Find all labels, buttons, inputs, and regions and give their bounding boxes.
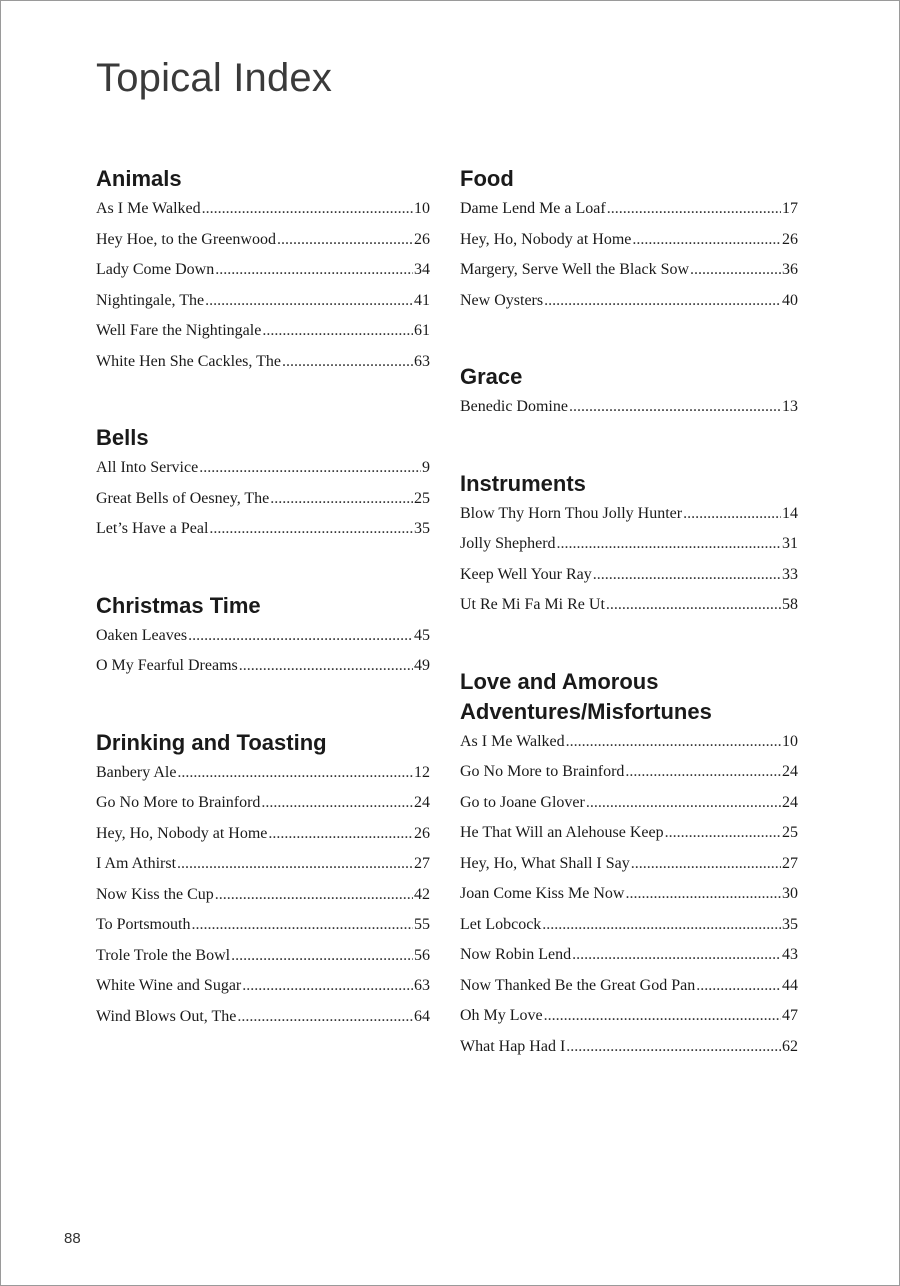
dot-leader xyxy=(205,286,413,317)
entry-page-number: 56 xyxy=(414,946,430,964)
dot-leader xyxy=(593,560,781,591)
entry-title: As I Me Walked xyxy=(460,732,565,750)
dot-leader xyxy=(239,651,413,682)
index-section-animals xyxy=(96,164,430,377)
entry-title: Hey, Ho, Nobody at Home xyxy=(460,230,632,248)
entry-page-number: 47 xyxy=(782,1007,798,1024)
entry-list xyxy=(96,453,430,545)
section-heading-line: Drinking and Toasting xyxy=(96,729,327,755)
entry-page-number: 63 xyxy=(414,352,430,370)
dot-leader xyxy=(188,621,413,652)
entry-page-number: 45 xyxy=(414,626,430,644)
index-entry xyxy=(460,910,798,941)
entry-page-number: 36 xyxy=(782,261,798,278)
dot-leader xyxy=(572,940,781,971)
entry-page-number: 26 xyxy=(414,230,430,248)
entry-title: Hey Hoe, to the Greenwood xyxy=(96,230,276,248)
dot-leader xyxy=(566,727,781,758)
index-section-instruments xyxy=(460,469,798,621)
entry-title: He That Will an Alehouse Keep xyxy=(460,824,664,841)
index-entry xyxy=(460,225,798,256)
index-entry xyxy=(460,194,798,225)
index-entry xyxy=(96,910,430,941)
entry-title: Dame Lend Me a Loaf xyxy=(460,200,606,217)
index-entry xyxy=(96,347,430,378)
entry-page-number: 64 xyxy=(414,1007,430,1025)
entry-title: Great Bells of Oesney, The xyxy=(96,489,270,507)
entry-page-number: 26 xyxy=(414,824,430,842)
index-entry xyxy=(96,255,430,286)
entry-page-number: 61 xyxy=(414,322,430,339)
dot-leader xyxy=(277,225,413,256)
index-entry xyxy=(96,788,430,819)
section-heading xyxy=(96,591,430,621)
index-entry xyxy=(96,941,430,972)
dot-leader xyxy=(544,1001,781,1032)
dot-leader xyxy=(696,971,781,1002)
entry-title: Well Fare the Nightingale xyxy=(96,322,262,339)
section-heading xyxy=(460,164,798,194)
entry-title: Banbery Ale xyxy=(96,763,177,781)
dot-leader xyxy=(607,194,781,225)
index-entry xyxy=(96,758,430,789)
index-entry xyxy=(96,849,430,880)
dot-leader xyxy=(215,880,413,911)
entry-title: Lady Come Down xyxy=(96,261,215,278)
entry-page-number: 31 xyxy=(782,535,798,552)
index-section-love-and-amorous-adventures-misfortunes xyxy=(460,667,798,1063)
index-entry xyxy=(96,316,430,347)
entry-title: Jolly Shepherd xyxy=(460,535,556,552)
entry-title: Now Kiss the Cup xyxy=(96,885,214,903)
section-heading-line: Love and Amorous xyxy=(460,668,659,694)
section-heading xyxy=(96,423,430,453)
entry-list xyxy=(460,499,798,621)
entry-page-number: 14 xyxy=(782,504,798,522)
index-entry xyxy=(96,1002,430,1033)
index-section-bells xyxy=(96,423,430,545)
entry-title: What Hap Had I xyxy=(460,1037,566,1055)
index-entry xyxy=(460,1032,798,1063)
entry-page-number: 49 xyxy=(414,657,430,674)
entry-page-number: 12 xyxy=(414,763,430,781)
entry-list xyxy=(96,194,430,377)
dot-leader xyxy=(209,514,413,545)
entry-title: Benedic Domine xyxy=(460,398,568,415)
dot-leader xyxy=(586,788,781,819)
dot-leader xyxy=(231,941,413,972)
dot-leader xyxy=(268,819,413,850)
entry-page-number: 43 xyxy=(782,946,798,963)
dot-leader xyxy=(261,788,413,819)
entry-title: I Am Athirst xyxy=(96,855,177,872)
section-heading xyxy=(460,667,798,727)
index-entry xyxy=(460,757,798,788)
entry-page-number: 35 xyxy=(782,915,798,933)
index-entry xyxy=(96,651,430,682)
index-entry xyxy=(460,727,798,758)
entry-page-number: 17 xyxy=(782,200,798,217)
dot-leader xyxy=(631,849,781,880)
dot-leader xyxy=(199,453,421,484)
dot-leader xyxy=(557,529,781,560)
dot-leader xyxy=(632,225,781,256)
index-section-christmas-time xyxy=(96,591,430,682)
entry-page-number: 44 xyxy=(782,976,798,994)
entry-page-number: 63 xyxy=(414,977,430,994)
section-heading-line: Bells xyxy=(96,425,149,450)
entry-page-number: 42 xyxy=(414,885,430,903)
entry-page-number: 9 xyxy=(422,459,430,476)
dot-leader xyxy=(177,758,413,789)
entry-title: White Wine and Sugar xyxy=(96,977,242,994)
entry-title: Now Thanked Be the Great God Pan xyxy=(460,976,696,994)
entry-title: Nightingale, The xyxy=(96,291,205,309)
dot-leader xyxy=(237,1002,413,1033)
entry-title: Go No More to Brainford xyxy=(96,794,261,811)
index-section-grace xyxy=(460,362,798,423)
entry-page-number: 27 xyxy=(414,855,430,872)
dot-leader xyxy=(569,392,781,423)
entry-page-number: 62 xyxy=(782,1037,798,1055)
entry-page-number: 40 xyxy=(782,291,798,309)
index-column-right xyxy=(460,164,798,1062)
entry-page-number: 24 xyxy=(414,794,430,811)
section-heading xyxy=(96,164,430,194)
entry-title: Blow Thy Horn Thou Jolly Hunter xyxy=(460,504,683,522)
entry-title: Margery, Serve Well the Black Sow xyxy=(460,261,690,278)
index-entry xyxy=(460,560,798,591)
entry-list xyxy=(460,194,798,316)
dot-leader xyxy=(202,194,413,225)
entry-title: Hey, Ho, What Shall I Say xyxy=(460,854,630,872)
entry-page-number: 41 xyxy=(414,291,430,309)
dot-leader xyxy=(683,499,781,530)
entry-page-number: 33 xyxy=(782,565,798,583)
entry-title: White Hen She Cackles, The xyxy=(96,352,281,370)
entry-title: Hey, Ho, Nobody at Home xyxy=(96,824,268,842)
index-entry xyxy=(96,880,430,911)
entry-page-number: 10 xyxy=(414,200,430,217)
index-entry xyxy=(96,484,430,515)
entry-page-number: 30 xyxy=(782,885,798,902)
section-heading xyxy=(460,469,798,499)
index-entry xyxy=(96,971,430,1002)
index-section-drinking-and-toasting xyxy=(96,728,430,1033)
entry-page-number: 13 xyxy=(782,398,798,415)
section-heading-line: Animals xyxy=(96,166,182,191)
section-heading-line: Food xyxy=(460,166,514,191)
entry-title: Keep Well Your Ray xyxy=(460,565,592,583)
entry-page-number: 35 xyxy=(414,520,430,537)
dot-leader xyxy=(177,849,413,880)
page-title: Topical Index xyxy=(96,56,333,100)
entry-page-number: 24 xyxy=(782,793,798,811)
entry-page-number: 26 xyxy=(782,230,798,248)
entry-title: Go No More to Brainford xyxy=(460,763,625,780)
entry-title: To Portsmouth xyxy=(96,916,191,933)
entry-title: Joan Come Kiss Me Now xyxy=(460,885,625,902)
entry-page-number: 10 xyxy=(782,732,798,750)
dot-leader xyxy=(625,757,781,788)
index-entry xyxy=(460,590,798,621)
entry-list xyxy=(96,758,430,1033)
dot-leader xyxy=(282,347,413,378)
entry-title: All Into Service xyxy=(96,459,199,476)
entry-title: Wind Blows Out, The xyxy=(96,1007,237,1025)
index-entry xyxy=(96,621,430,652)
entry-title: Go to Joane Glover xyxy=(460,793,585,811)
entry-title: O My Fearful Dreams xyxy=(96,657,238,674)
index-entry xyxy=(460,971,798,1002)
entry-title: Let’s Have a Peal xyxy=(96,520,209,537)
section-heading-line: Christmas Time xyxy=(96,592,261,618)
entry-title: Oh My Love xyxy=(460,1007,543,1024)
index-entry xyxy=(96,194,430,225)
dot-leader xyxy=(606,590,781,621)
index-entry xyxy=(460,788,798,819)
section-heading xyxy=(96,728,430,758)
index-entry xyxy=(96,453,430,484)
index-entry xyxy=(460,940,798,971)
entry-page-number: 58 xyxy=(782,596,798,613)
dot-leader xyxy=(625,879,781,910)
dot-leader xyxy=(270,484,413,515)
dot-leader xyxy=(215,255,413,286)
entry-list xyxy=(460,727,798,1063)
dot-leader xyxy=(544,286,781,317)
dot-leader xyxy=(665,818,781,849)
entry-title: Let Lobcock xyxy=(460,915,542,933)
dot-leader xyxy=(191,910,413,941)
entry-page-number: 55 xyxy=(414,916,430,933)
entry-title: New Oysters xyxy=(460,291,544,309)
index-entry xyxy=(460,286,798,317)
index-entry xyxy=(460,1001,798,1032)
section-heading xyxy=(460,362,798,392)
entry-title: As I Me Walked xyxy=(96,200,201,217)
index-entry xyxy=(460,849,798,880)
entry-title: Oaken Leaves xyxy=(96,626,188,644)
section-heading-line: Instruments xyxy=(460,470,586,496)
index-entry xyxy=(460,879,798,910)
index-entry xyxy=(460,818,798,849)
index-section-food xyxy=(460,164,798,316)
index-entry xyxy=(460,392,798,423)
index-entry xyxy=(460,529,798,560)
entry-title: Ut Re Mi Fa Mi Re Ut xyxy=(460,596,605,613)
index-entry xyxy=(460,499,798,530)
entry-page-number: 34 xyxy=(414,261,430,278)
dot-leader xyxy=(566,1032,781,1063)
dot-leader xyxy=(242,971,413,1002)
index-entry xyxy=(96,286,430,317)
index-column-left xyxy=(96,164,430,1032)
entry-page-number: 24 xyxy=(782,763,798,780)
index-entry xyxy=(96,225,430,256)
entry-page-number: 25 xyxy=(782,824,798,841)
page-number: 88 xyxy=(64,1230,81,1247)
section-heading-line: Grace xyxy=(460,364,523,389)
entry-page-number: 25 xyxy=(414,489,430,507)
entry-title: Now Robin Lend xyxy=(460,946,572,963)
dot-leader xyxy=(542,910,781,941)
index-entry xyxy=(460,255,798,286)
dot-leader xyxy=(262,316,413,347)
section-heading-line: Adventures/Misfortunes xyxy=(460,698,712,724)
dot-leader xyxy=(690,255,781,286)
entry-list xyxy=(460,392,798,423)
index-entry xyxy=(96,514,430,545)
entry-page-number: 27 xyxy=(782,854,798,872)
entry-title: Trole Trole the Bowl xyxy=(96,946,231,964)
entry-list xyxy=(96,621,430,682)
index-entry xyxy=(96,819,430,850)
